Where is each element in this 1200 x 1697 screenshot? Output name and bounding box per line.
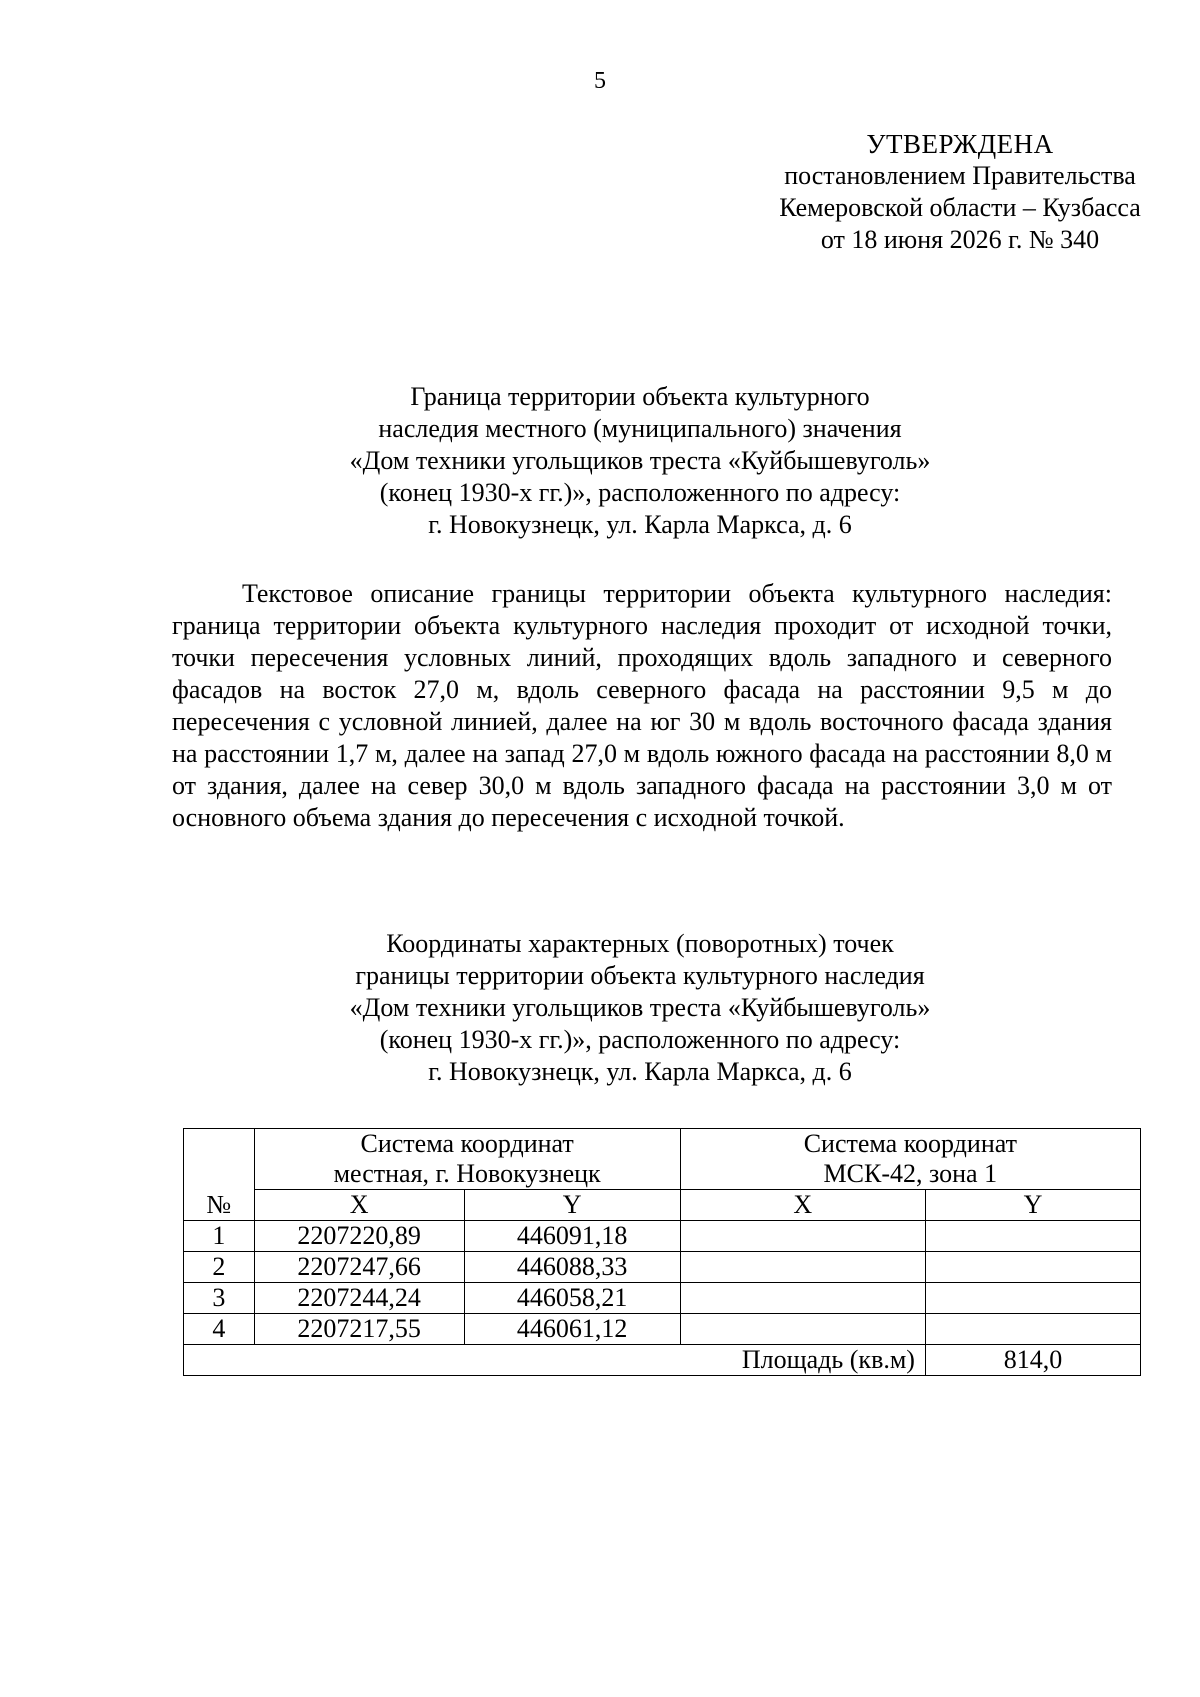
coords-title-line-4: (конец 1930-х гг.)», расположенного по адресу:	[379, 1025, 901, 1054]
local-system-line-1: Система координат	[360, 1129, 574, 1158]
coords-title-line-1: Координаты характерных (поворотных) точек	[386, 929, 894, 958]
boundary-description	[172, 578, 1112, 834]
local-system-header	[254, 1129, 680, 1190]
msk-y-value	[925, 1283, 1140, 1314]
approval-line-2: постановлением Правительства	[784, 161, 1136, 190]
local-x-value: 2207247,66	[254, 1252, 464, 1283]
page-number: 5	[594, 68, 606, 94]
area-value: 814,0	[925, 1345, 1140, 1376]
local-y-value: 446061,12	[464, 1314, 680, 1345]
approval-stamp	[690, 128, 1200, 256]
msk-x-value	[680, 1283, 925, 1314]
area-label: Площадь (кв.м)	[184, 1345, 926, 1376]
coordinates-table	[183, 1128, 1141, 1376]
table-row	[184, 1221, 1141, 1252]
local-y-value: 446058,21	[464, 1283, 680, 1314]
table-row	[184, 1314, 1141, 1345]
msk-x-value	[680, 1314, 925, 1345]
num-header: №	[184, 1129, 255, 1221]
title-line-3: «Дом техники угольщиков треста «Куйбышевуголь»	[349, 446, 931, 475]
table-axis-row	[184, 1190, 1141, 1221]
msk-y-value	[925, 1252, 1140, 1283]
msk-system-line-2: МСК-42, зона 1	[823, 1159, 998, 1188]
coords-title-line-5: г. Новокузнецк, ул. Карла Маркса, д. 6	[428, 1057, 852, 1086]
table-header-row	[184, 1129, 1141, 1190]
title-line-2: наследия местного (муниципального) значения	[378, 414, 902, 443]
local-x-value: 2207220,89	[254, 1221, 464, 1252]
msk-y-value	[925, 1221, 1140, 1252]
msk-x-value	[680, 1221, 925, 1252]
table-row	[184, 1252, 1141, 1283]
msk-y-value	[925, 1314, 1140, 1345]
coordinates-title	[180, 928, 1100, 1088]
table-row	[184, 1283, 1141, 1314]
point-number: 2	[184, 1252, 255, 1283]
table-area-row	[184, 1345, 1141, 1376]
title-line-4: (конец 1930-х гг.)», расположенного по адресу:	[379, 478, 901, 507]
approval-line-3: Кемеровской области – Кузбасса	[779, 193, 1141, 222]
msk-y-header: Y	[925, 1190, 1140, 1221]
local-y-value: 446088,33	[464, 1252, 680, 1283]
document-title	[180, 381, 1100, 541]
point-number: 1	[184, 1221, 255, 1252]
point-number: 3	[184, 1283, 255, 1314]
local-y-value: 446091,18	[464, 1221, 680, 1252]
description-paragraph: Текстовое описание границы территории объекта культурного наследия: граница территории объекта культурного наследия проходит от исходной точки, точки пересечения условных линий, проходящих вдоль западного и северного фасадов на восток 27,0 м, вдоль северного фасада на расстоянии 9,5 м до пересечения с условной линией, далее на юг 30 м вдоль восточного фасада здания на расстоянии 1,7 м, далее на запад 27,0 м вдоль южного фасада на расстоянии 8,0 м от здания, далее на север 30,0 м вдоль западного фасада на расстоянии 3,0 м от основного объема здания до пересечения с исходной точкой.	[172, 579, 1112, 832]
point-number: 4	[184, 1314, 255, 1345]
msk-x-value	[680, 1252, 925, 1283]
title-line-5: г. Новокузнецк, ул. Карла Маркса, д. 6	[428, 510, 852, 539]
coords-title-line-3: «Дом техники угольщиков треста «Куйбышевуголь»	[349, 993, 931, 1022]
local-y-header: Y	[464, 1190, 680, 1221]
coords-title-line-2: границы территории объекта культурного наследия	[355, 961, 925, 990]
local-x-header: X	[254, 1190, 464, 1221]
local-x-value: 2207217,55	[254, 1314, 464, 1345]
msk-x-header: X	[680, 1190, 925, 1221]
local-system-line-2: местная, г. Новокузнецк	[333, 1159, 601, 1188]
msk-system-header	[680, 1129, 1140, 1190]
title-line-1: Граница территории объекта культурного	[410, 382, 870, 411]
approval-heading: УТВЕРЖДЕНА	[866, 129, 1054, 159]
msk-system-line-1: Система координат	[803, 1129, 1017, 1158]
approval-line-4: от 18 июня 2026 г. № 340	[820, 225, 1100, 254]
local-x-value: 2207244,24	[254, 1283, 464, 1314]
